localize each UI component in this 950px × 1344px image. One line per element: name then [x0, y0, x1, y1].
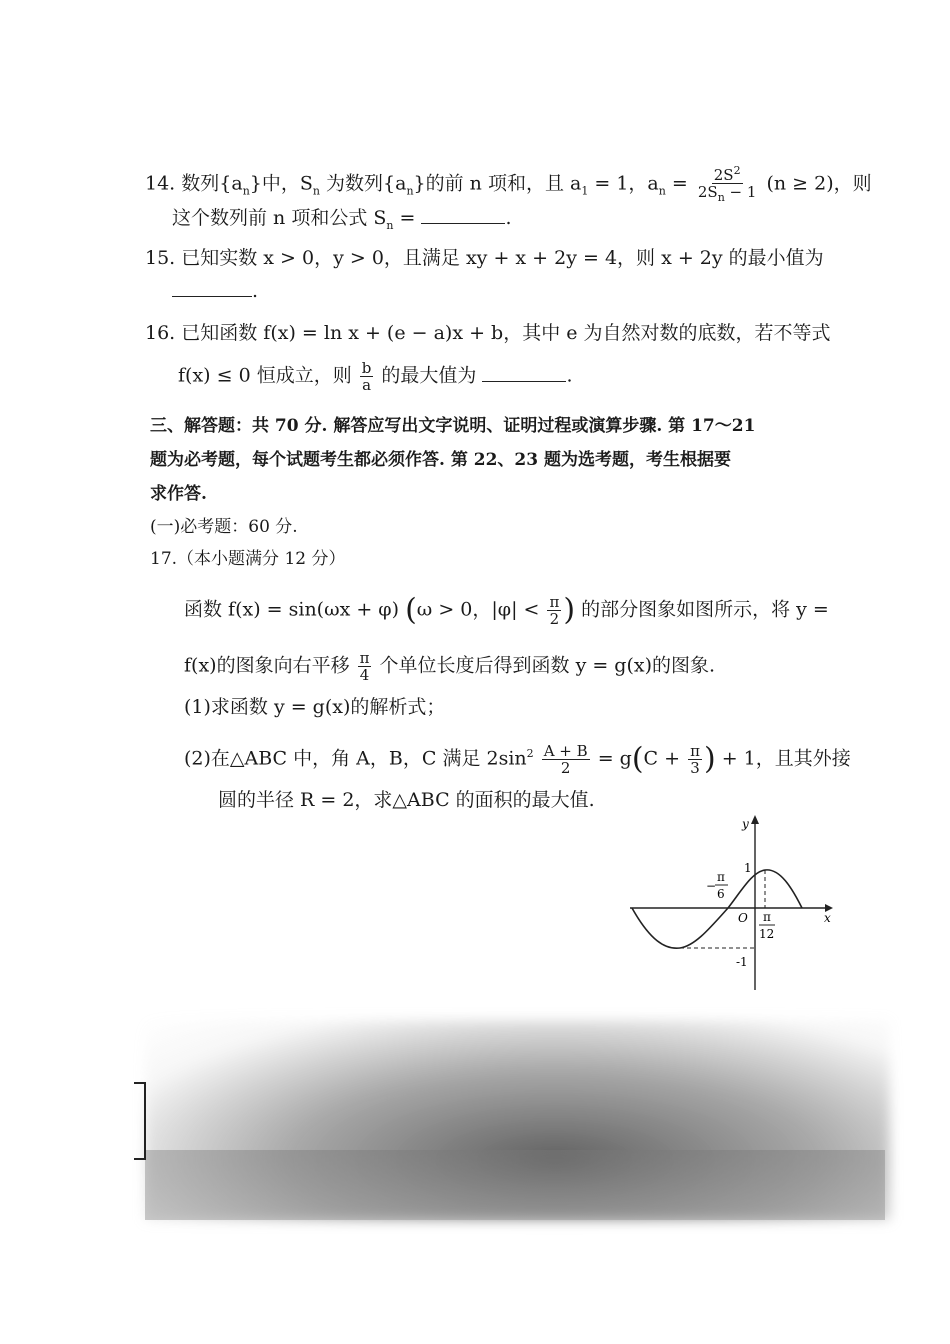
label-neg-sign: −	[706, 879, 717, 893]
label-pi12-den: 12	[759, 927, 775, 941]
x-axis-label: x	[824, 911, 831, 925]
origin-label: O	[738, 911, 748, 925]
q17-para2: f(x)的图象向右平移 $\frac{\pi}{4}$ 个单位长度后得到函数 y = g(x)的图象.	[184, 649, 716, 684]
sine-graph	[620, 810, 840, 995]
q17-part2-line2: 圆的半径 R = 2，求△ABC 的面积的最大值.	[218, 789, 595, 811]
label-pi12-num: π	[763, 910, 771, 924]
q16-line2: f(x) ≤ 0 恒成立，则 $\frac{b}{a}$ 的最大值为 .	[178, 359, 573, 394]
q15-line2: .	[172, 278, 258, 304]
q17-part1: (1)求函数 y = g(x)的解析式；	[184, 696, 446, 718]
section3-line3: 求作答.	[150, 484, 207, 504]
label-one: 1	[744, 861, 752, 875]
q17-heading: 17.（本小题满分 12 分）	[150, 549, 346, 569]
section3-line2: 题为必考题，每个试题考生都必须作答. 第 22、23 题为选考题，考生根据要	[150, 450, 731, 470]
margin-bracket	[134, 1082, 146, 1160]
q16-answer-blank[interactable]	[482, 363, 566, 382]
scan-shadow-band	[145, 1150, 885, 1220]
q17-p2-fraction: $\frac{\pi}{4}$	[359, 649, 370, 684]
q15-line1: 15. 已知实数 x > 0，y > 0，且满足 xy + x + 2y = 4，则 x + 2y 的最小值为	[145, 247, 824, 269]
q17-p1-fraction: $\frac{\pi}{2}$	[549, 593, 560, 628]
q16-line1: 16. 已知函数 f(x) = ln x + (e − a)x + b，其中 e 为自然对数的底数，若不等式	[145, 322, 831, 344]
y-axis-arrow	[751, 815, 759, 824]
q15-answer-blank[interactable]	[172, 278, 252, 297]
q14-line1: 14. 数列$\{a_n\}$中，$S_n$ 为数列$\{a_n\}$的前 n 项和，且 $a_1 = 1$，$a_n$ = $\frac{2S^2}{2S_n - 1}$ (n ≥ 2)，则	[145, 164, 872, 204]
q17-part2: (2)在△ABC 中，角 A，B，C 满足 $2\sin^2$ $\frac{A + B}{2}$ = g(C + $\frac{\pi}{3}$ ) + 1，且其外接	[184, 741, 851, 777]
q14-line2: 这个数列前 n 项和公式 $S_n$ = .	[172, 207, 512, 232]
y-axis-label: y	[742, 817, 749, 831]
section3-line1: 三、解答题：共 70 分. 解答应写出文字说明、证明过程或演算步骤. 第 17～21	[150, 416, 756, 436]
label-neg-pi6-num: π	[717, 870, 725, 884]
label-neg-pi6-den: 6	[717, 887, 725, 901]
q17-part2-fraction: $\frac{A + B}{2}$	[543, 741, 588, 777]
label-neg-one: -1	[736, 955, 748, 969]
q14-fraction: $\frac{2S^2}{2S_n - 1}$	[697, 164, 757, 204]
q17-para1: 函数 f(x) = sin(ωx + φ) (ω > 0，|φ| < $\frac{\pi}{2}$ ) 的部分图象如图所示，将 y =	[184, 592, 829, 628]
q16-fraction: $\frac{b}{a}$	[361, 359, 372, 394]
q17-part2-fraction2: $\frac{\pi}{3}$	[690, 741, 700, 777]
section3-subheading: (一)必考题：60 分.	[150, 517, 298, 537]
q14-answer-blank[interactable]	[421, 205, 505, 224]
